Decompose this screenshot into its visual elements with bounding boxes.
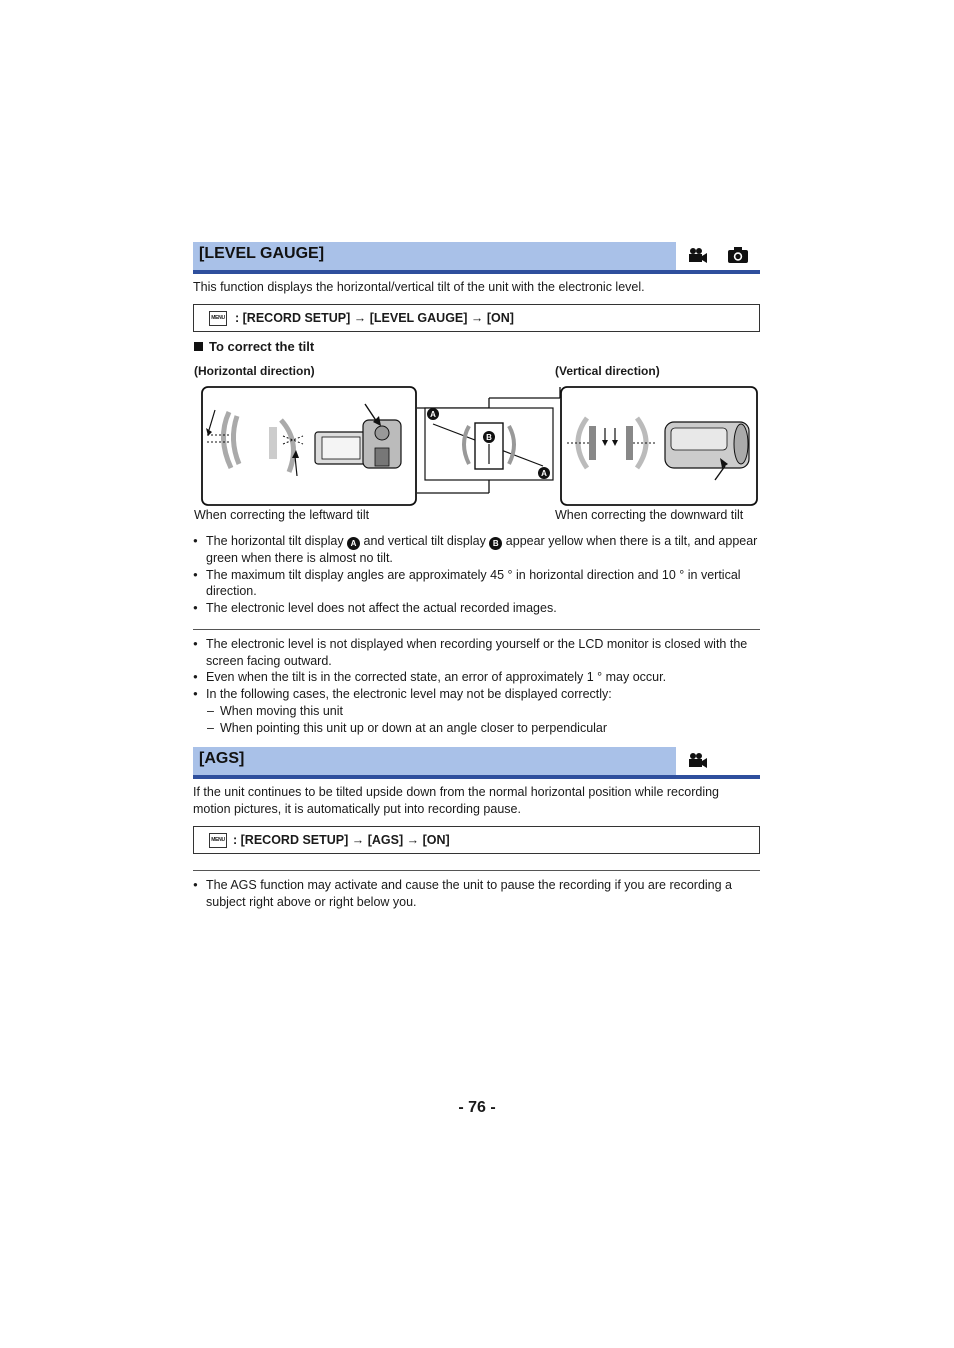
list-item: ● The electronic level is not displayed when recording yourself or the LCD monitor is closed with the screen facing outward.	[193, 636, 759, 669]
divider	[193, 870, 760, 871]
subheading	[194, 339, 314, 354]
header-bar	[193, 747, 676, 775]
vertical-direction-label: (Vertical direction)	[555, 364, 660, 378]
list-item: ● Even when the tilt is in the corrected state, an error of approximately 1 ° may occur.	[193, 669, 759, 686]
list-item: ● In the following cases, the electronic level may not be displayed correctly:	[193, 686, 759, 703]
marker-a-bottom	[538, 467, 550, 479]
divider	[193, 629, 760, 630]
motion-picture-mode-icon	[688, 752, 708, 768]
caption-left: When correcting the leftward tilt	[194, 508, 370, 522]
square-bullet-icon	[194, 342, 203, 351]
menu-icon: MENU	[209, 311, 227, 326]
subheading-text: To correct the tilt	[209, 339, 315, 354]
marker-b	[483, 431, 495, 443]
level-gauge-header	[193, 242, 760, 278]
horizontal-panel	[202, 387, 416, 505]
list-item: ● The horizontal tilt display A and vertical tilt display B appear yellow when there is a tilt, and appear green when there is almost no tilt.	[193, 533, 759, 567]
level-gauge-cautions	[193, 636, 759, 736]
marker-b-inline: B	[489, 537, 502, 550]
horizontal-direction-label: (Horizontal direction)	[194, 364, 315, 378]
header-rule	[193, 270, 760, 274]
ags-title: [AGS]	[199, 750, 245, 767]
list-subitem: – When pointing this unit up or down at an angle closer to perpendicular	[193, 720, 759, 737]
ags-notes	[193, 877, 759, 910]
header-rule	[193, 775, 760, 779]
list-subitem: – When moving this unit	[193, 703, 759, 720]
ags-header	[193, 747, 760, 783]
marker-a-top	[427, 408, 439, 420]
svg-text:A: A	[430, 410, 436, 419]
menu-icon: MENU	[209, 833, 227, 848]
level-gauge-notes	[193, 533, 759, 617]
list-item: ● The electronic level does not affect the actual recorded images.	[193, 600, 759, 617]
level-gauge-menu-box	[193, 304, 760, 332]
vertical-panel	[561, 387, 757, 505]
menu-path: : [RECORD SETUP] → [LEVEL GAUGE] → [ON]	[235, 311, 514, 325]
still-picture-mode-icon	[728, 247, 748, 263]
ags-menu-box	[193, 826, 760, 854]
motion-picture-mode-icon	[688, 247, 708, 263]
list-item: ● The maximum tilt display angles are approximately 45 ° in horizontal direction and 10 ° in vertical direction.	[193, 567, 759, 600]
ags-intro: If the unit continues to be tilted upside down from the normal horizontal position while recording motion pictures, it is automatically put into recording pause.	[193, 785, 719, 816]
svg-text:B: B	[486, 433, 492, 442]
tilt-correction-diagram	[195, 380, 765, 510]
page-number: - 76 -	[458, 1099, 496, 1116]
level-gauge-intro: This function displays the horizontal/vertical tilt of the unit with the electronic level.	[193, 280, 645, 294]
level-display	[425, 408, 553, 480]
marker-a-inline: A	[347, 537, 360, 550]
caption-right: When correcting the downward tilt	[555, 508, 744, 522]
svg-text:A: A	[541, 469, 547, 478]
level-gauge-title: [LEVEL GAUGE]	[199, 245, 325, 262]
menu-path: : [RECORD SETUP] → [AGS] → [ON]	[233, 833, 450, 847]
list-item: ● The AGS function may activate and cause the unit to pause the recording if you are recording a subject right above or right below you.	[193, 877, 759, 910]
